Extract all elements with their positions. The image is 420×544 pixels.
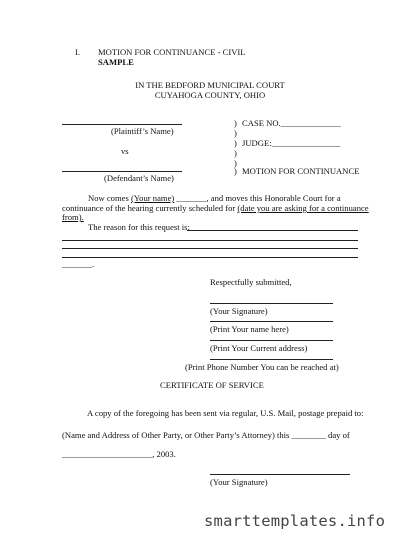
body-text: Now comes — [88, 193, 131, 203]
watermark: smarttemplates.info — [204, 512, 386, 530]
date-placeholder: (date you are asking for a continuance — [237, 203, 369, 213]
print-address-line — [210, 340, 333, 341]
body-line-2 — [62, 203, 369, 213]
plaintiff-name-line — [62, 124, 182, 125]
case-number-field: CASE NO.______________ — [242, 118, 341, 128]
certificate-title: CERTIFICATE OF SERVICE — [160, 380, 264, 390]
print-name-line — [210, 321, 333, 322]
certificate-line-1: A copy of the foregoing has been sent via regular, U.S. Mail, postage prepaid to: — [87, 408, 364, 418]
certificate-line-2: (Name and Address of Other Party, or Other Party’s Attorney) this ________ day of — [62, 430, 350, 440]
caption-paren: ) — [234, 118, 237, 128]
versus-label: vs — [121, 146, 129, 156]
print-name-label: (Print Your name here) — [210, 324, 289, 334]
defendant-name-line — [62, 171, 182, 172]
reason-line — [62, 240, 358, 241]
judge-field: JUDGE:________________ — [242, 138, 341, 148]
reason-end: _______. — [62, 259, 95, 269]
reason-line — [62, 257, 358, 258]
signature-line — [210, 303, 333, 304]
defendant-label: (Defendant’s Name) — [104, 173, 174, 183]
caption-paren: ) — [234, 128, 237, 138]
reason-line — [187, 230, 358, 231]
reason-line — [62, 248, 358, 249]
caption-paren: ) — [234, 148, 237, 158]
motion-caption: MOTION FOR CONTINUANCE — [242, 166, 360, 176]
sample-label: SAMPLE — [98, 57, 134, 67]
your-signature-label: (Your Signature) — [210, 306, 268, 316]
print-phone-label: (Print Phone Number You can be reached at) — [185, 362, 339, 372]
body-line-1 — [88, 193, 341, 203]
court-county: CUYAHOGA COUNTY, OHIO — [154, 90, 266, 100]
plaintiff-label: (Plaintiff’s Name) — [111, 126, 174, 136]
caption-paren: ) — [234, 138, 237, 148]
certificate-date-line: _____________________, 2003. — [62, 449, 176, 459]
reason-label: The reason for this request is: — [88, 222, 190, 232]
print-phone-line — [210, 359, 333, 360]
certificate-signature-line — [210, 474, 350, 475]
respectfully-submitted: Respectfully submitted, — [210, 277, 292, 287]
section-number: I. — [75, 47, 81, 57]
certificate-signature-label: (Your Signature) — [210, 477, 268, 487]
date-placeholder-end: from). — [62, 212, 84, 222]
body-text: continuance of the hearing currently scheduled for — [62, 203, 238, 213]
document-title: MOTION FOR CONTINUANCE - CIVIL — [98, 47, 246, 57]
your-name-placeholder: (Your name) — [130, 193, 175, 203]
court-name: IN THE BEDFORD MUNICIPAL COURT — [135, 80, 285, 90]
print-address-label: (Print Your Current address) — [210, 343, 308, 353]
caption-paren: ) — [234, 158, 237, 168]
caption-paren: ) — [234, 166, 237, 176]
body-text: _______, and moves this Honorable Court for a — [176, 193, 341, 203]
